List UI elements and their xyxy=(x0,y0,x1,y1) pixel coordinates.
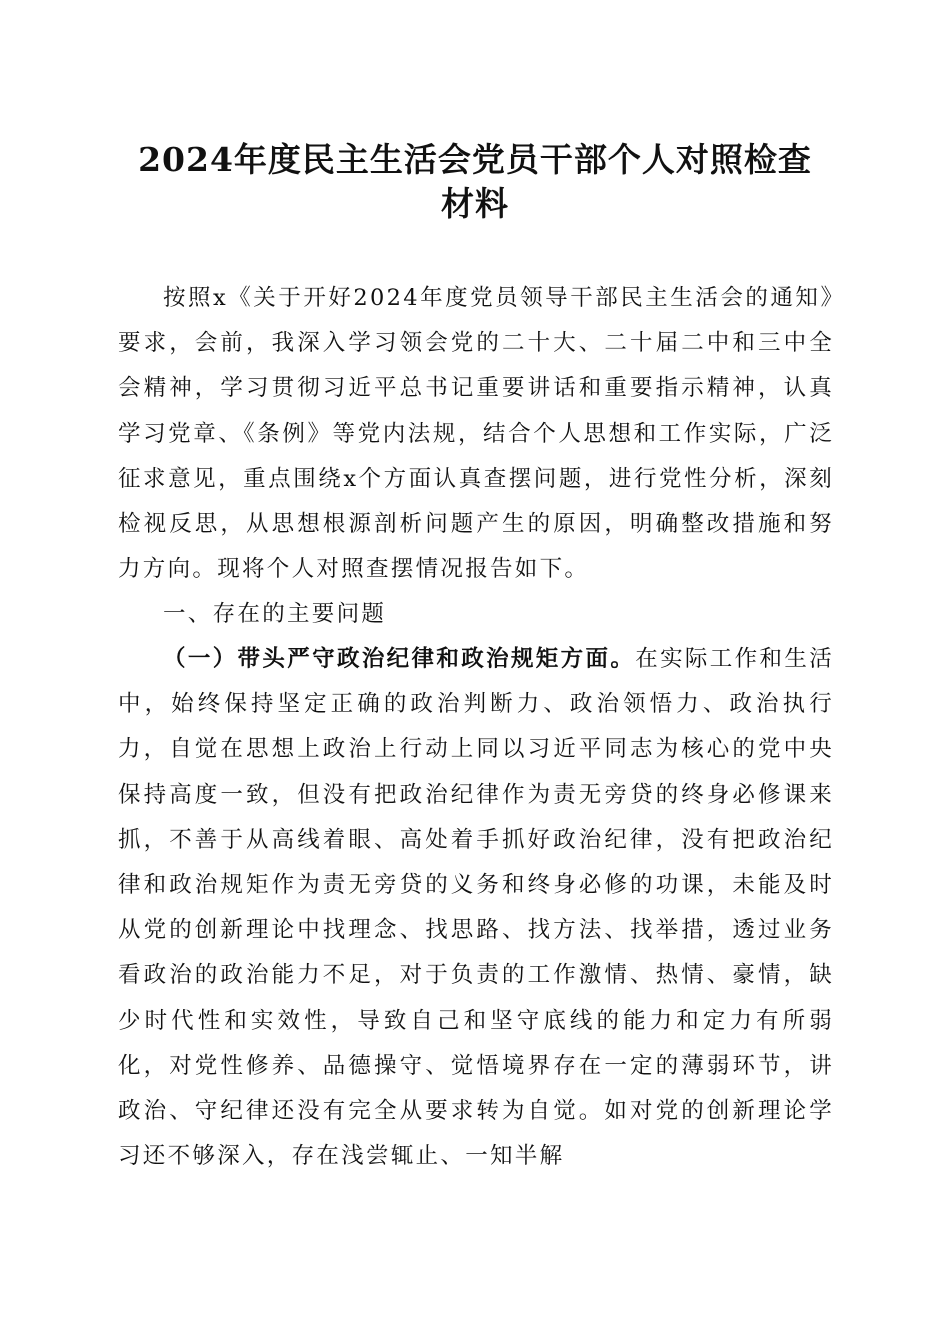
title-line-1: 2024年度民主生活会党员干部个人对照检查 xyxy=(138,140,812,179)
section-heading: 一、存在的主要问题 xyxy=(163,601,387,627)
document-title xyxy=(110,138,840,226)
subsection-text: 在实际工作和生活中，始终保持坚定正确的政治判断力、政治领悟力、政治执行力，自觉在思想上政治上行动上同以习近平同志为核心的党中央保持高度一致，但没有把政治纪律作为责无旁贷的终身必修课来抓，不善于从高线着眼、高处着手抓好政治纪律，没有把政治纪律和政治规矩作为责无旁贷的义务和终身必修的功课，未能及时从党的创新理论中找理念、找思路、找方法、找举措，透过业务看政治的政治能力不足，对于负责的工作激情、热情、豪情，缺少时代性和实效性，导致自己和坚守底线的能力和定力有所弱化，对党性修养、品德操守、觉悟境界存在一定的薄弱环节，讲政治、守纪律还没有完全从要求转为自觉。如对党的创新理论学习还不够深入，存在浅尝辄止、一知半解 xyxy=(118,646,834,1170)
title-line-2: 材料 xyxy=(441,184,509,223)
subsection-lead-in: （一）带头严守政治纪律和政治规矩方面。 xyxy=(163,646,636,672)
intro-paragraph: 按照x《关于开好2024年度党员领导干部民主生活会的通知》要求，会前，我深入学习领会党的二十大、二十届二中和三中全会精神，学习贯彻习近平总书记重要讲话和重要指示精神，认真学习党章、《条例》等党内法规，结合个人思想和工作实际，广泛征求意见，重点围绕x个方面认真查摆问题，进行党性分析，深刻检视反思，从思想根源剖析问题产生的原因，明确整改措施和努力方向。现将个人对照查摆情况报告如下。 xyxy=(118,285,834,583)
subsection-paragraph xyxy=(118,637,834,1179)
